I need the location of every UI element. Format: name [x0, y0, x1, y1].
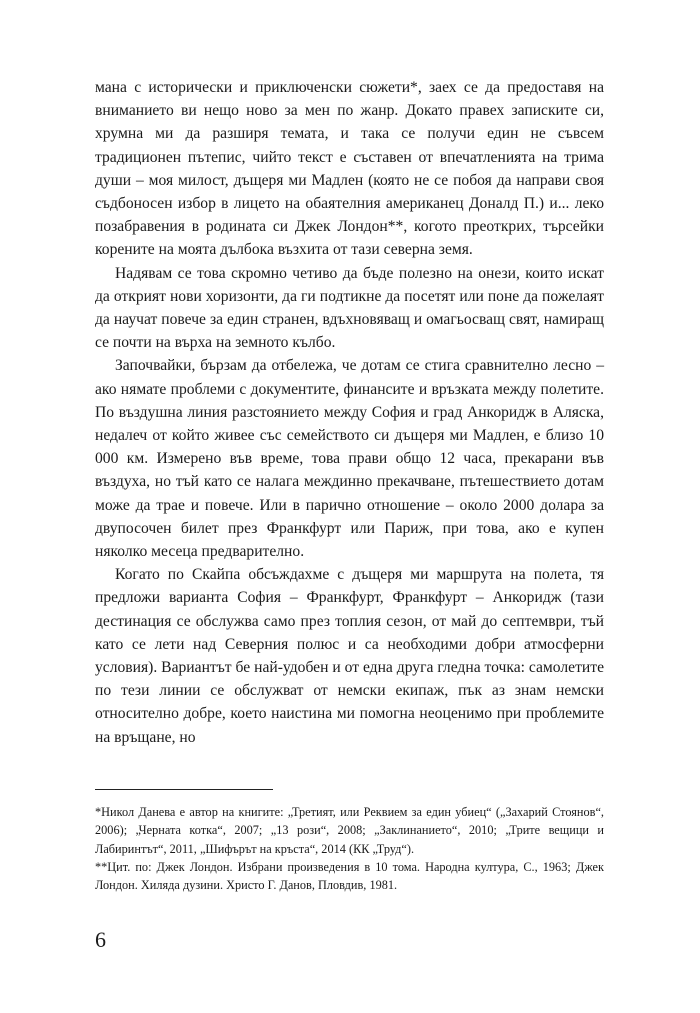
footnote: *Никол Данева е автор на книгите: „Третият, или Реквием за един убиец“ („Захарий Стоянов“, 2006); „Черната котка“, 2007; „13 рози“, 2008; „Заклинанието“, 2010; „Трите вещици и Лабиринтът“, 2011, „Шифърът на кръста“, 2014 (КК „Труд“). — [95, 805, 604, 856]
page-number: 6 — [95, 927, 106, 952]
paragraph-continued: мана с исторически и приключенски сюжети*, заех се да предоставя на вниманието ви нещо ново за мен по жанр. Докато правех записките си, хрумна ми да разширя темата, и така се получи един не съвсем традиционен пътепис, чийто текст е съставен от впечатленията на трима души – моя милост, дъщеря ми Мадлен (която не се побоя да направи своя съдбоносен избор в лицето на обаятелния американец Доналд П.) и... леко позабравения в родината си Джек Лондон**, когото преоткрих, търсейки корените на моята дълбока възхита от тази северна земя. — [95, 79, 604, 259]
footnote-separator — [95, 789, 273, 790]
paragraph: Започвайки, бързам да отбележа, че дотам се стига сравнително лесно – ако нямате проблеми с документите, финансите и връзката между полетите. По въздушна линия разстоянието между София и град Анкоридж в Аляска, недалеч от който живее със семейството си дъщеря ми Мадлен, е близо 10 000 км. Измерено във време, това прави общо 12 часа, прекарани във въздуха, но тъй като се налага междинно прекачване, пътешествието дотам може да трае и повече. Или в парично отношение – около 2000 долара за двупосочен билет през Франкфурт или Париж, при това, ако е купен няколко месеца предварително. — [95, 357, 604, 561]
paragraph: Надявам се това скромно четиво да бъде полезно на онези, които искат да открият нови хоризонти, да ги подтикне да посетят или поне да пожелаят да научат повече за един странен, вдъхновяващ и омагьосващ свят, намиращ се почти на върха на земното кълбо. — [95, 264, 604, 352]
footnote: **Цит. по: Джек Лондон. Избрани произведения в 10 тома. Народна култура, С., 1963; Джек Лондон. Хиляда дузини. Христо Г. Данов, Пловдив, 1981. — [95, 859, 604, 893]
footnotes — [95, 803, 604, 894]
paragraph: Когато по Скайпа обсъждахме с дъщеря ми маршрута на полета, тя предложи варианта София – Франкфурт, Франкфурт – Анкоридж (тази дестинация се обслужва само през топлия сезон, от май до септември, тъй като се лети над Северния полюс и са необходими добри атмосферни условия). Вариантът бе най-удобен и от една друга гледна точка: самолетите по тези линии се обслужват от немски екипаж, пък аз знам немски относително добре, което наистина ми помогна неоценимо при проблемите на връщане, но — [95, 566, 604, 746]
body-text — [95, 76, 604, 749]
